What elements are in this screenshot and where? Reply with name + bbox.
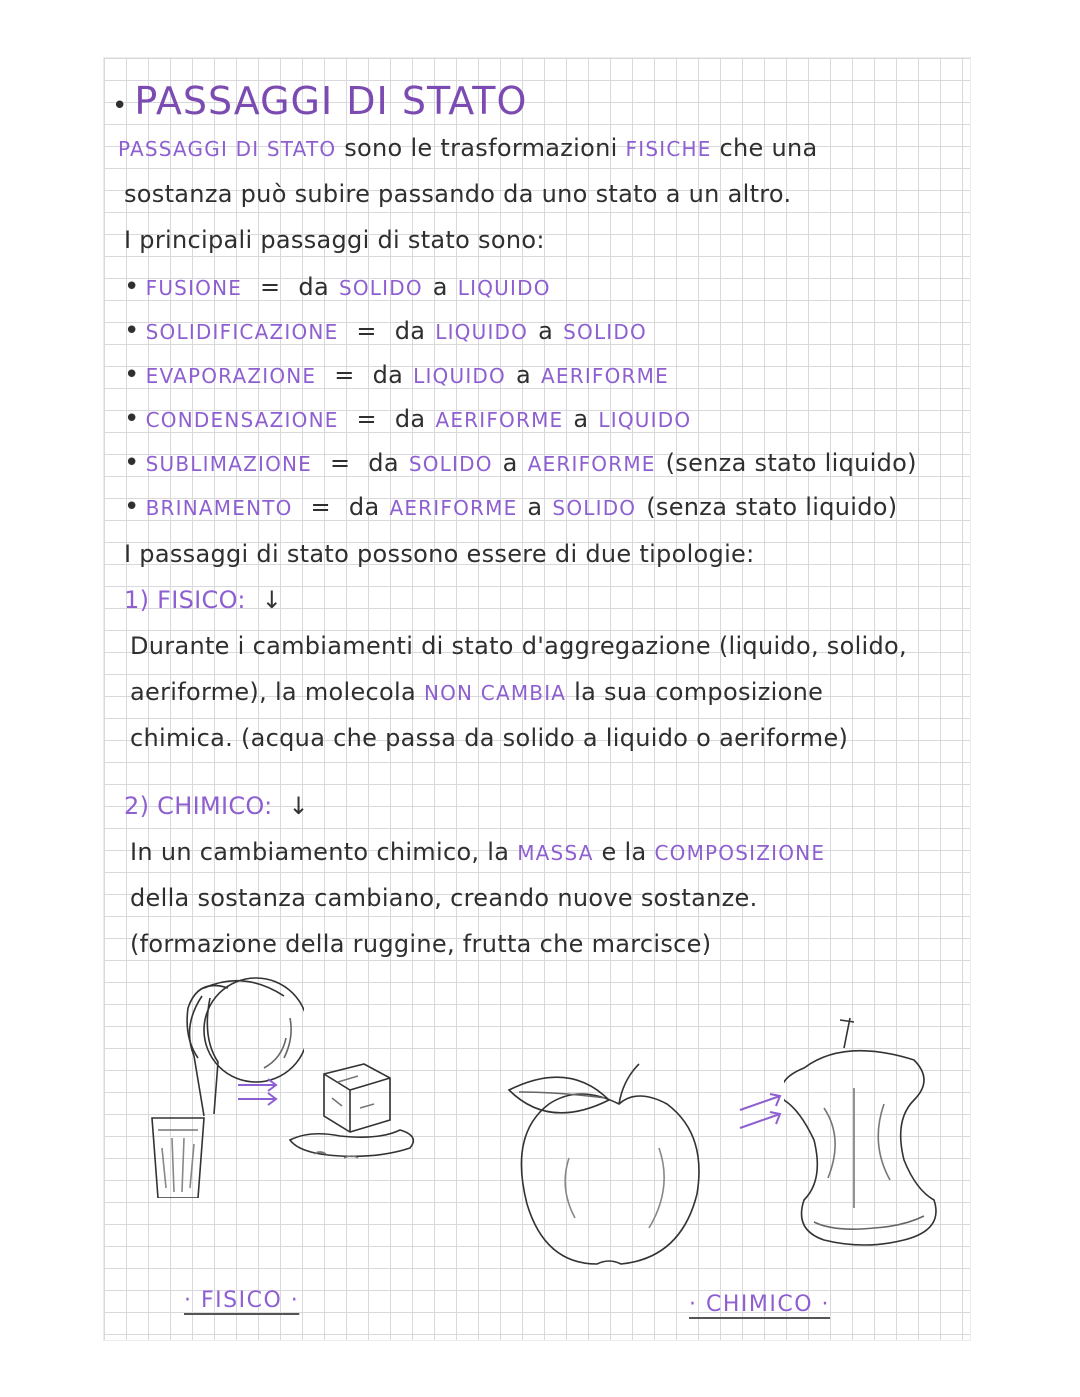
apple-illustration [499,1038,729,1268]
list-item [124,362,689,388]
illustrations-area [104,968,970,1317]
list-item [124,494,907,520]
chimico-line-1-b: e la [601,838,647,866]
chimico-line-1 [130,840,825,864]
word-a: a [502,449,518,477]
list-item [124,274,571,300]
word-a: a [527,493,543,521]
intro-fisiche: FISICHE [625,137,712,161]
passage-name: CONDENSAZIONE [145,408,339,432]
word-da: da [298,273,329,301]
bullet-icon: • [124,316,140,346]
caption-fisico: · FISICO · [184,1288,300,1313]
intro-line-2: sostanza può subire passando da uno stato a un altro. [124,180,792,208]
passage-from: SOLIDO [338,276,423,300]
fisico-line-1: Durante i cambiamenti di stato d'aggregazione (liquido, solido, [130,632,907,660]
word-a: a [432,273,448,301]
page-title: • PASSAGGI DI STATO [112,79,528,123]
bullet-icon: • [124,492,140,522]
tipologie-heading: I passaggi di stato possono essere di due tipologie: [124,540,755,568]
word-da: da [368,449,399,477]
ice-cube-illustration [284,1058,424,1168]
bullet-icon: • [124,448,140,478]
caption-chimico: · CHIMICO · [689,1292,831,1317]
passage-from: SOLIDO [408,452,493,476]
passage-from: LIQUIDO [413,364,506,388]
passage-note: (senza stato liquido) [646,493,898,521]
fisico-label: 1) FISICO: [124,586,246,614]
passage-to: AERIFORME [527,452,656,476]
passage-note: (senza stato liquido) [665,449,917,477]
fisico-line-2-a: aeriforme), la molecola [130,678,417,706]
intro-part2: che una [719,134,818,162]
word-a: a [538,317,554,345]
fisico-line-2-b: la sua composizione [574,678,824,706]
intro-term: PASSAGGI DI STATO [118,137,337,161]
word-a: a [515,361,531,389]
chimico-line-1-a: In un cambiamento chimico, la [130,838,510,866]
equals-sign: = [348,317,385,345]
title-text: PASSAGGI DI STATO [134,79,528,123]
passage-to: SOLIDO [552,496,637,520]
fisico-line-2 [130,680,823,704]
arrow-down-icon: ↓ [261,586,283,614]
word-da: da [394,317,426,345]
intro-line-1 [118,136,818,160]
passage-name: FUSIONE [145,276,243,300]
chimico-heading [124,794,309,818]
arrow-down-icon: ↓ [288,792,309,820]
apple-core-illustration [784,1008,954,1258]
passage-from: AERIFORME [389,496,518,520]
fisico-line-3: chimica. (acqua che passa da solido a liquido o aeriforme) [130,724,849,752]
principali-heading: I principali passaggi di stato sono: [124,226,545,254]
fisico-heading [124,588,282,612]
equals-sign: = [348,405,385,433]
passage-name: SUBLIMAZIONE [145,452,313,476]
list-item [124,406,711,432]
massa-highlight: MASSA [517,841,594,865]
passage-name: SOLIDIFICAZIONE [145,320,339,344]
equals-sign: = [252,273,289,301]
notebook-page [104,58,970,1340]
word-da: da [372,361,404,389]
passage-name: BRINAMENTO [145,496,293,520]
passage-to: AERIFORME [541,364,669,388]
bullet-icon: • [124,360,140,390]
caption-chimico-text: CHIMICO [706,1292,814,1317]
passage-to: LIQUIDO [598,408,692,432]
chimico-label: 2) CHIMICO: [124,792,273,820]
equals-sign: = [326,361,363,389]
non-cambia-highlight: NON CAMBIA [423,681,567,705]
passage-to: LIQUIDO [457,276,551,300]
equals-sign: = [302,493,339,521]
equals-sign: = [322,449,359,477]
passage-from: AERIFORME [435,408,564,432]
chimico-line-2: della sostanza cambiano, creando nuove sostanze. [130,884,758,912]
list-item [124,318,667,344]
list-item [124,450,927,476]
intro-part1: sono le trasformazioni [344,134,618,162]
chimico-line-3: (formazione della ruggine, frutta che marcisce) [130,930,712,958]
passage-from: LIQUIDO [435,320,529,344]
double-arrow-icon [234,1073,284,1113]
passage-to: SOLIDO [563,320,647,344]
word-a: a [573,405,589,433]
bullet-icon: • [124,272,140,302]
composizione-highlight: COMPOSIZIONE [654,841,826,865]
passage-name: EVAPORAZIONE [145,364,317,388]
caption-fisico-text: FISICO [201,1288,283,1313]
word-da: da [394,405,426,433]
word-da: da [348,493,380,521]
bullet-icon: • [124,404,140,434]
